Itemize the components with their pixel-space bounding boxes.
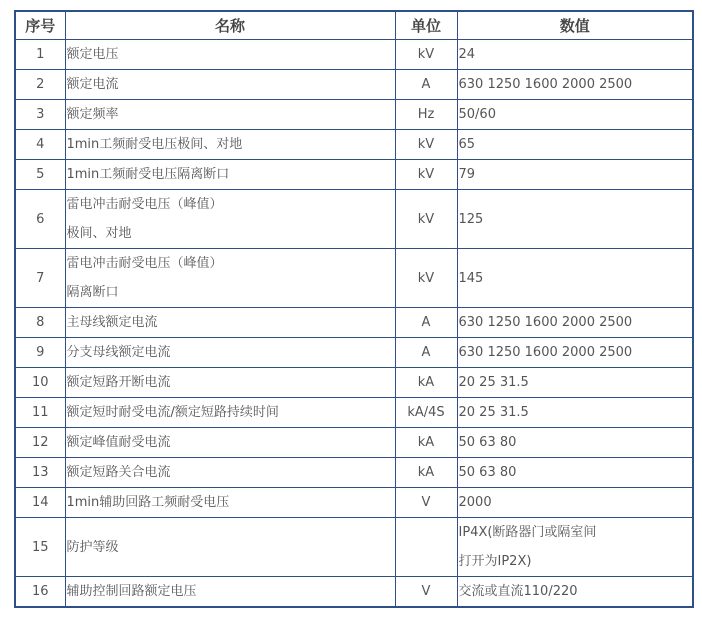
table-row: [15, 398, 693, 428]
parameter-value-line: 50 63 80: [458, 435, 517, 450]
parameter-name: [65, 488, 395, 518]
parameter-unit: kA: [395, 368, 457, 398]
table-row: [15, 577, 693, 608]
row-number: 3: [15, 100, 65, 130]
parameter-name: [65, 308, 395, 338]
parameter-unit: A: [395, 338, 457, 368]
parameter-unit: [395, 518, 457, 577]
parameter-value-line: 50/60: [458, 107, 496, 122]
parameter-name-line: 额定电压: [66, 47, 119, 62]
parameter-value-line: 24: [458, 47, 476, 62]
parameter-name-line: 防护等级: [66, 539, 119, 555]
table-body: [15, 40, 693, 608]
parameter-name: [65, 70, 395, 100]
parameter-unit: V: [395, 577, 457, 608]
parameter-name-line: 额定频率: [66, 107, 119, 122]
parameter-name-line: 极间、对地: [66, 226, 132, 241]
parameter-value: [457, 518, 693, 577]
table-row: [15, 190, 693, 249]
parameter-unit: kV: [395, 249, 457, 308]
table-row: [15, 458, 693, 488]
parameter-value: [457, 488, 693, 518]
parameter-value-line: 20 25 31.5: [458, 375, 529, 390]
parameter-value: [457, 458, 693, 488]
parameter-unit: kV: [395, 130, 457, 160]
parameter-name: [65, 398, 395, 428]
row-number: 12: [15, 428, 65, 458]
parameter-value: [457, 70, 693, 100]
parameter-unit: kA: [395, 458, 457, 488]
parameter-value-line: 50 63 80: [458, 465, 517, 480]
table-row: [15, 518, 693, 577]
parameter-name: [65, 368, 395, 398]
table-row: [15, 308, 693, 338]
table-row: [15, 70, 693, 100]
parameter-value: [457, 428, 693, 458]
parameter-value-line: 630 1250 1600 2000 2500: [458, 345, 633, 360]
parameter-name-line: 辅助控制回路额定电压: [66, 584, 197, 599]
table-row: [15, 488, 693, 518]
table-row: [15, 368, 693, 398]
row-number: 11: [15, 398, 65, 428]
parameter-unit: kV: [395, 40, 457, 70]
row-number: 13: [15, 458, 65, 488]
parameter-value: [457, 190, 693, 249]
parameter-name: [65, 428, 395, 458]
parameter-unit: A: [395, 70, 457, 100]
parameter-value: [457, 368, 693, 398]
table-row: [15, 100, 693, 130]
parameter-value: [457, 160, 693, 190]
parameter-unit: A: [395, 308, 457, 338]
header-name: 名称: [65, 11, 395, 40]
parameter-value-line: 125: [458, 211, 484, 227]
parameter-name-line: 1min辅助回路工频耐受电压: [66, 495, 230, 510]
parameter-name-line: 额定短时耐受电流/额定短路持续时间: [66, 405, 279, 420]
parameter-value-line: 630 1250 1600 2000 2500: [458, 315, 633, 330]
parameter-name-line: 额定短路关合电流: [66, 465, 171, 480]
parameter-value-line: 65: [458, 137, 476, 152]
row-number: 14: [15, 488, 65, 518]
row-number: 5: [15, 160, 65, 190]
parameter-name-line: 主母线额定电流: [66, 315, 158, 330]
table-row: [15, 160, 693, 190]
table-row: [15, 40, 693, 70]
parameter-unit: V: [395, 488, 457, 518]
parameter-name: [65, 518, 395, 577]
table-header-row: [15, 11, 693, 40]
parameter-unit: Hz: [395, 100, 457, 130]
parameter-value: [457, 308, 693, 338]
spec-table-container: [14, 10, 694, 608]
row-number: 9: [15, 338, 65, 368]
row-number: 6: [15, 190, 65, 249]
table-row: [15, 428, 693, 458]
parameter-value-line: 打开为IP2X): [458, 554, 532, 569]
parameter-name: [65, 577, 395, 608]
parameter-value-line: 交流或直流110/220: [458, 584, 578, 599]
row-number: 7: [15, 249, 65, 308]
parameter-name: [65, 458, 395, 488]
table-row: [15, 130, 693, 160]
spec-table: [14, 10, 694, 608]
parameter-name-line: 1min工频耐受电压极间、对地: [66, 137, 243, 152]
row-number: 2: [15, 70, 65, 100]
parameter-value-line: 2000: [458, 495, 492, 510]
parameter-name: [65, 190, 395, 249]
parameter-value: [457, 40, 693, 70]
parameter-name-line: 额定短路开断电流: [66, 375, 171, 390]
row-number: 16: [15, 577, 65, 608]
parameter-value-line: 20 25 31.5: [458, 405, 529, 420]
parameter-name-line: 额定峰值耐受电流: [66, 435, 171, 450]
parameter-value: [457, 577, 693, 608]
table-row: [15, 249, 693, 308]
parameter-value: [457, 100, 693, 130]
parameter-name: [65, 40, 395, 70]
header-no: 序号: [15, 11, 65, 40]
parameter-name-line: 额定电流: [66, 77, 119, 92]
parameter-name: [65, 130, 395, 160]
row-number: 4: [15, 130, 65, 160]
parameter-value: [457, 398, 693, 428]
parameter-unit: kV: [395, 190, 457, 249]
parameter-unit: kA: [395, 428, 457, 458]
parameter-value: [457, 338, 693, 368]
parameter-value-line: 145: [458, 270, 484, 286]
parameter-unit: kA/4S: [395, 398, 457, 428]
parameter-name-line: 1min工频耐受电压隔离断口: [66, 167, 230, 182]
header-value: 数值: [457, 11, 693, 40]
parameter-value-line: 79: [458, 167, 476, 182]
parameter-name: [65, 338, 395, 368]
parameter-value-line: IP4X(断路器门或隔室间: [458, 525, 597, 540]
parameter-name-line: 雷电冲击耐受电压（峰值）: [66, 256, 223, 271]
table-row: [15, 338, 693, 368]
parameter-name: [65, 249, 395, 308]
row-number: 8: [15, 308, 65, 338]
row-number: 15: [15, 518, 65, 577]
parameter-name-line: 雷电冲击耐受电压（峰值）: [66, 197, 223, 212]
parameter-name-line: 隔离断口: [66, 285, 119, 300]
parameter-unit: kV: [395, 160, 457, 190]
parameter-value: [457, 249, 693, 308]
parameter-value: [457, 130, 693, 160]
parameter-value-line: 630 1250 1600 2000 2500: [458, 77, 633, 92]
parameter-name: [65, 100, 395, 130]
row-number: 1: [15, 40, 65, 70]
parameter-name: [65, 160, 395, 190]
header-unit: 单位: [395, 11, 457, 40]
row-number: 10: [15, 368, 65, 398]
parameter-name-line: 分支母线额定电流: [66, 345, 171, 360]
